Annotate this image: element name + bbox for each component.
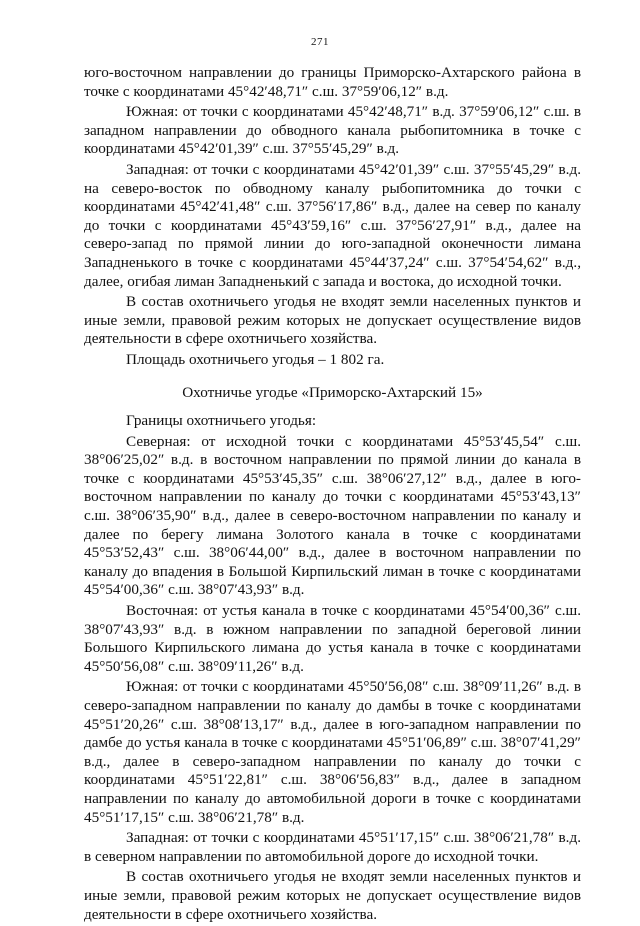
paragraph-continuation: юго-восточном направлении до границы Приморско-Ахтарского района в точке с координатами 45°42′48,71″ с.ш. 37°59′06,12″ в.д. (84, 64, 581, 100)
paragraph-boundaries-intro: Границы охотничьего угодья: (126, 412, 317, 430)
paragraph-area: Площадь охотничьего угодья – 1 802 га. (126, 350, 385, 368)
paragraph-west-boundary-2: Западная: от точки с координатами 45°51′17,15″ с.ш. 38°06′21,78″ в.д. в северном направлении по автомобильной дороге до исходной точки. (84, 829, 581, 865)
document-body (84, 64, 581, 926)
paragraph-east-boundary: Восточная: от устья канала в точке с координатами 45°54′00,36″ с.ш. 38°07′43,93″ в.д. в южном направлении по западной береговой линии Большого Кирпильского лимана до устья канала в точке с координатами 45°50′56,08″ с.ш. 38°09′11,26″ в.д. (84, 602, 581, 675)
paragraph-south-boundary: Южная: от точки с координатами 45°42′48,71″ в.д. 37°59′06,12″ с.ш. в западном направлении до обводного канала рыбопитомника в точке с координатами 45°42′01,39″ с.ш. 37°55′45,29″ в.д. (84, 103, 581, 158)
paragraph-south-boundary-2: Южная: от точки с координатами 45°50′56,08″ с.ш. 38°09′11,26″ в.д. в северо-западном направлении по каналу до дамбы в точке с координатами 45°51′20,26″ с.ш. 38°08′13,17″ в.д., далее в юго-западном направлении по дамбе до устья канала в точке с координатами 45°51′06,89″ с.ш. 38°07′41,29″ в.д., далее в северо-западном направлении по каналу до точки с координатами 45°51′22,81″ с.ш. 38°06′56,83″ в.д., далее в западном направлении по каналу до автомобильной дороги в точке с координатами 45°51′17,15″ с.ш. 38°06′21,78″ в.д. (84, 678, 581, 826)
paragraph-west-boundary: Западная: от точки с координатами 45°42′01,39″ с.ш. 37°55′45,29″ в.д. на северо-восток по обводному каналу рыбопитомника до точки с координатами 45°42′41,48″ с.ш. 37°56′17,86″ в.д., далее на север по каналу до точки с координатами 45°43′59,16″ с.ш. 37°56′27,91″ в.д., далее на северо-запад по прямой линии до юго-западной оконечности лимана Западненького в точке с координатами 45°44′37,24″ с.ш. 37°54′54,62″ в.д., далее, огибая лиман Западненький с запада и востока, до исходной точки. (84, 160, 581, 290)
paragraph-exclusions: В состав охотничьего угодья не входят земли населенных пунктов и иные земли, правовой режим которых не допускает осуществление видов деятельности в сфере охотничьего хозяйства. (84, 293, 581, 348)
page-number: 271 (311, 36, 329, 48)
paragraph-exclusions-2: В состав охотничьего угодья не входят земли населенных пунктов и иные земли, правовой режим которых не допускает осуществление видов деятельности в сфере охотничьего хозяйства. (84, 868, 581, 923)
paragraph-north-boundary: Северная: от исходной точки с координатами 45°53′45,54″ с.ш. 38°06′25,02″ в.д. в восточном направлении по прямой линии до канала в точке с координатами 45°53′45,35″ с.ш. 38°06′27,12″ в.д., далее в юго-восточном направлении по каналу до точки с координатами 45°53′43,13″ с.ш. 38°06′35,90″ в.д., далее в северо-восточном направлении по каналу и далее по берегу лимана Золотого канала в точке с координатами 45°53′52,43″ с.ш. 38°06′44,00″ в.д., далее в восточном направлении по каналу до впадения в Большой Кирпильский лиман в точке с координатами 45°54′00,36″ с.ш. 38°07′43,93″ в.д. (84, 432, 581, 599)
section-heading: Охотничье угодье «Приморско-Ахтарский 15» (182, 383, 483, 401)
